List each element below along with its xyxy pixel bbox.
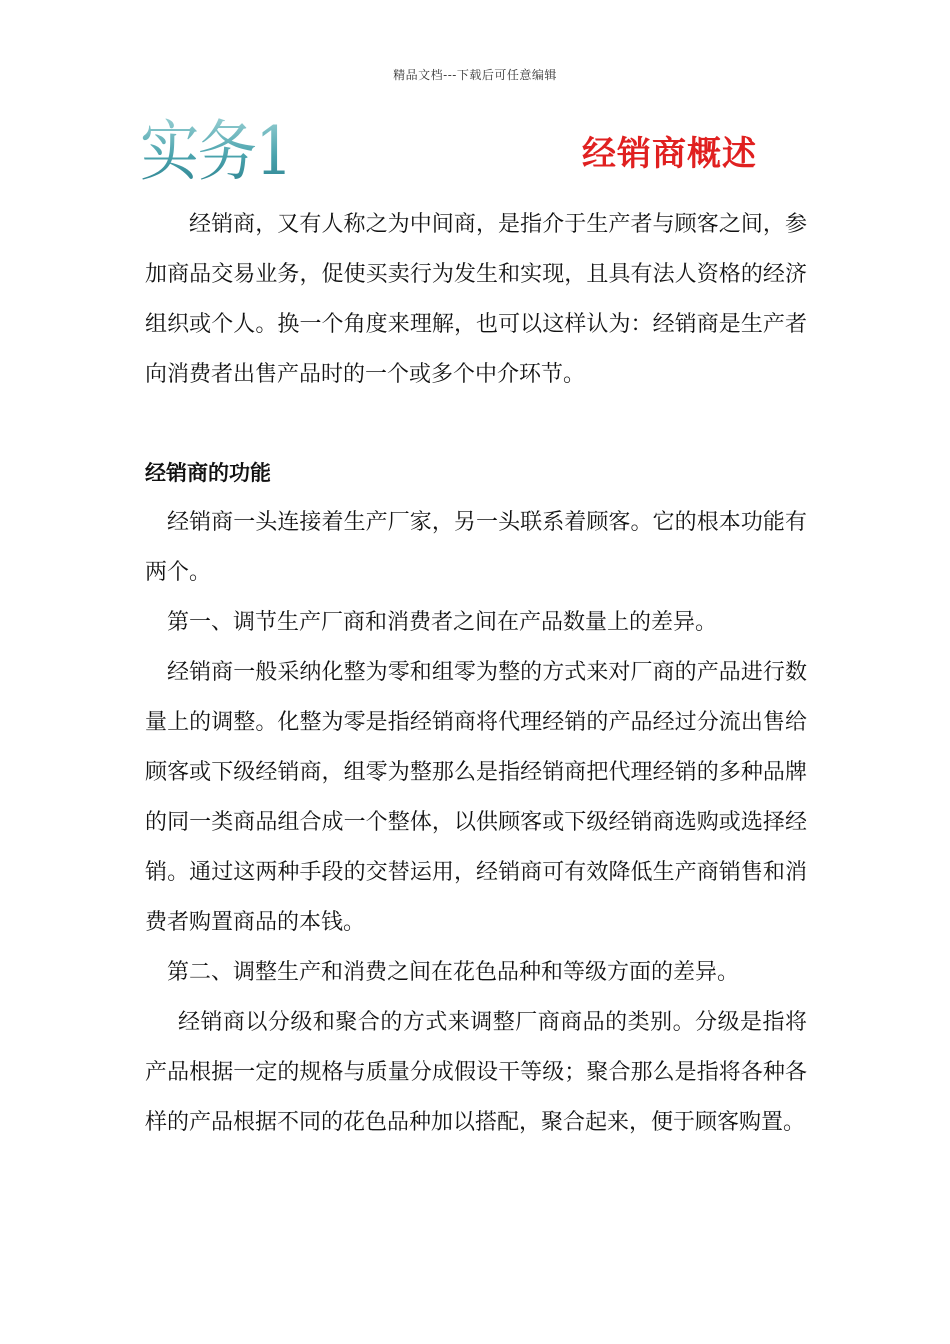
intro-paragraph: 经销商，又有人称之为中间商，是指介于生产者与顾客之间，参加商品交易业务，促使买卖行为发生和实现，且具有法人资格的经济组织或个人。换一个角度来理解，也可以这样认为：经销商是生产者向消费者出售产品时的一个或多个中介环节。 [145,212,807,387]
section-number-title: 实务1 [140,113,292,190]
paragraph-variety-adjustment: 经销商以分级和聚合的方式来调整厂商商品的类别。分级是指将产品根据一定的规格与质量分成假设干等级；聚合那么是指将各种各样的产品根据不同的花色品种加以搭配，聚合起来，便于顾客购置。 [145,1010,807,1135]
paragraph-first-function: 第一、调节生产厂商和消费者之间在产品数量上的差异。 [167,610,718,635]
paragraph-functions: 经销商一头连接着生产厂家，另一头联系着顾客。它的根本功能有两个。 [145,510,807,585]
page-title: 经销商概述 [582,134,757,174]
section-heading: 经销商的功能 [145,461,271,485]
header-note: 精品文档---下载后可任意编辑 [393,68,557,82]
paragraph-second-function: 第二、调整生产和消费之间在花色品种和等级方面的差异。 [167,960,740,985]
document-body [145,200,807,1148]
spacer [145,400,807,448]
paragraph-quantity-adjustment: 经销商一般采纳化整为零和组零为整的方式来对厂商的产品进行数量上的调整。化整为零是指经销商将代理经销的产品经过分流出售给顾客或下级经销商，组零为整那么是指经销商把代理经销的多种品牌的同一类商品组合成一个整体，以供顾客或下级经销商选购或选择经销。通过这两种手段的交替运用，经销商可有效降低生产商销售和消费者购置商品的本钱。 [145,660,807,935]
